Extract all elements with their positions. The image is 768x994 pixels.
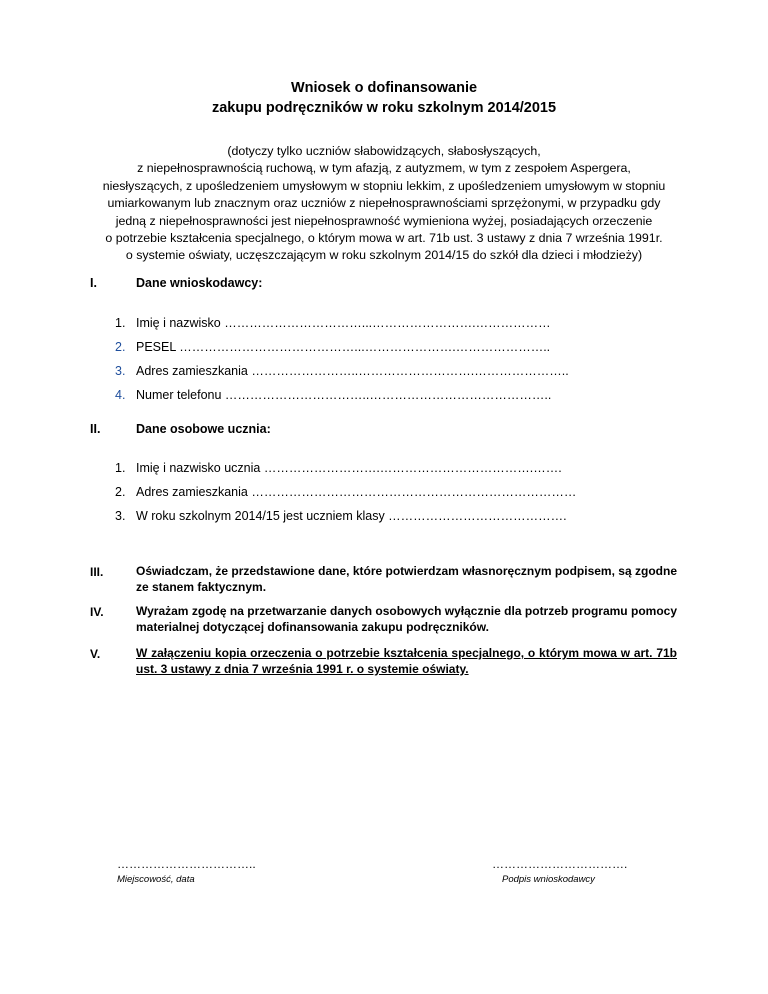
field-number: 2. bbox=[115, 340, 126, 354]
student-name-field[interactable] bbox=[115, 461, 562, 475]
form-title-line-1: Wniosek o dofinansowanie bbox=[290, 80, 478, 96]
applicant-pesel-field[interactable] bbox=[115, 340, 550, 354]
declaration-attachment: W załączeniu kopia orzeczenia o potrzebie kształcenia specjalnego, o którym mowa w art. 71b ust. 3 ustawy z dnia 7 września 1991 r. o systemie oświaty. bbox=[136, 646, 677, 676]
field-label: Imię i nazwisko ucznia ……………………….……………………………….……. bbox=[136, 461, 562, 475]
field-number: 1. bbox=[115, 461, 126, 475]
eligibility-note-line: jedną z niepełnosprawności jest niepełnosprawność wymieniona wyżej, posiadających orzeczenie bbox=[115, 213, 653, 228]
field-label: Imię i nazwisko ……………………………...…………………….……………… bbox=[136, 316, 551, 330]
eligibility-note-line: o potrzebie kształcenia specjalnego, o którym mowa w art. 71b ust. 3 ustawy z dnia 7 września 1991r. bbox=[105, 231, 663, 246]
field-number: 2. bbox=[115, 485, 126, 499]
section-1-heading: Dane wnioskodawcy: bbox=[136, 276, 263, 290]
eligibility-note bbox=[60, 143, 708, 265]
place-date-label: Miejscowość, data bbox=[117, 874, 195, 885]
declaration-5-number: V. bbox=[90, 647, 101, 661]
eligibility-note-line: niesłyszących, z upośledzeniem umysłowym w stopniu lekkim, z upośledzeniem umysłowym w stopniu bbox=[102, 178, 666, 193]
field-number: 3. bbox=[115, 509, 126, 523]
form-title-line-2: zakupu podręczników w roku szkolnym 2014/2015 bbox=[211, 100, 557, 116]
student-class-field[interactable] bbox=[115, 509, 567, 523]
applicant-address-field[interactable] bbox=[115, 364, 569, 378]
section-1-number: I. bbox=[90, 276, 97, 290]
field-label: Adres zamieszkania ……………………..……………………….………………….. bbox=[136, 364, 569, 378]
field-label: W roku szkolnym 2014/15 jest uczniem klasy ……………………………………. bbox=[136, 509, 567, 523]
section-2-heading: Dane osobowe ucznia: bbox=[136, 422, 271, 436]
declaration-4-number: IV. bbox=[90, 605, 104, 619]
section-2-number: II. bbox=[90, 422, 101, 436]
applicant-name-field[interactable] bbox=[115, 316, 551, 330]
field-label: PESEL ……………………………………...………………….………………….. bbox=[136, 340, 551, 354]
field-number: 1. bbox=[115, 316, 126, 330]
place-date-line[interactable]: …………………………….. bbox=[117, 857, 256, 871]
eligibility-note-line: umiarkowanym lub znacznym oraz uczniów z niepełnosprawnościami sprzężonymi, w przypadku gdy bbox=[107, 196, 661, 211]
field-label: Adres zamieszkania …………………………………………………………………… bbox=[136, 485, 577, 499]
eligibility-note-line: o systemie oświaty, uczęszczającym w roku szkolnym 2014/15 do szkół dla dzieci i młodzieży) bbox=[125, 248, 643, 263]
applicant-phone-field[interactable] bbox=[115, 388, 551, 402]
eligibility-note-line: (dotyczy tylko uczniów słabowidzących, słabosłyszących, bbox=[227, 144, 541, 158]
student-address-field[interactable] bbox=[115, 485, 576, 499]
declaration-3-number: III. bbox=[90, 565, 104, 579]
eligibility-note-line: z niepełnosprawnością ruchową, w tym afazją, z autyzmem, w tym z zespołem Aspergera, bbox=[137, 161, 631, 176]
declaration-data-processing-consent: Wyrażam zgodę na przetwarzanie danych osobowych wyłącznie dla potrzeb programu pomocy materialnej dotyczącej dofinansowania zakupu podręczników. bbox=[136, 604, 677, 634]
field-number: 4. bbox=[115, 388, 126, 402]
applicant-signature-line[interactable]: ……………………………. bbox=[492, 857, 628, 871]
applicant-signature-label: Podpis wnioskodawcy bbox=[502, 874, 595, 885]
field-label: Numer telefonu ……………………………..…………………………………….. bbox=[136, 388, 552, 402]
declaration-data-accuracy: Oświadczam, że przedstawione dane, które potwierdzam własnoręcznym podpisem, są zgodne ze stanem faktycznym. bbox=[136, 564, 677, 594]
field-number: 3. bbox=[115, 364, 126, 378]
